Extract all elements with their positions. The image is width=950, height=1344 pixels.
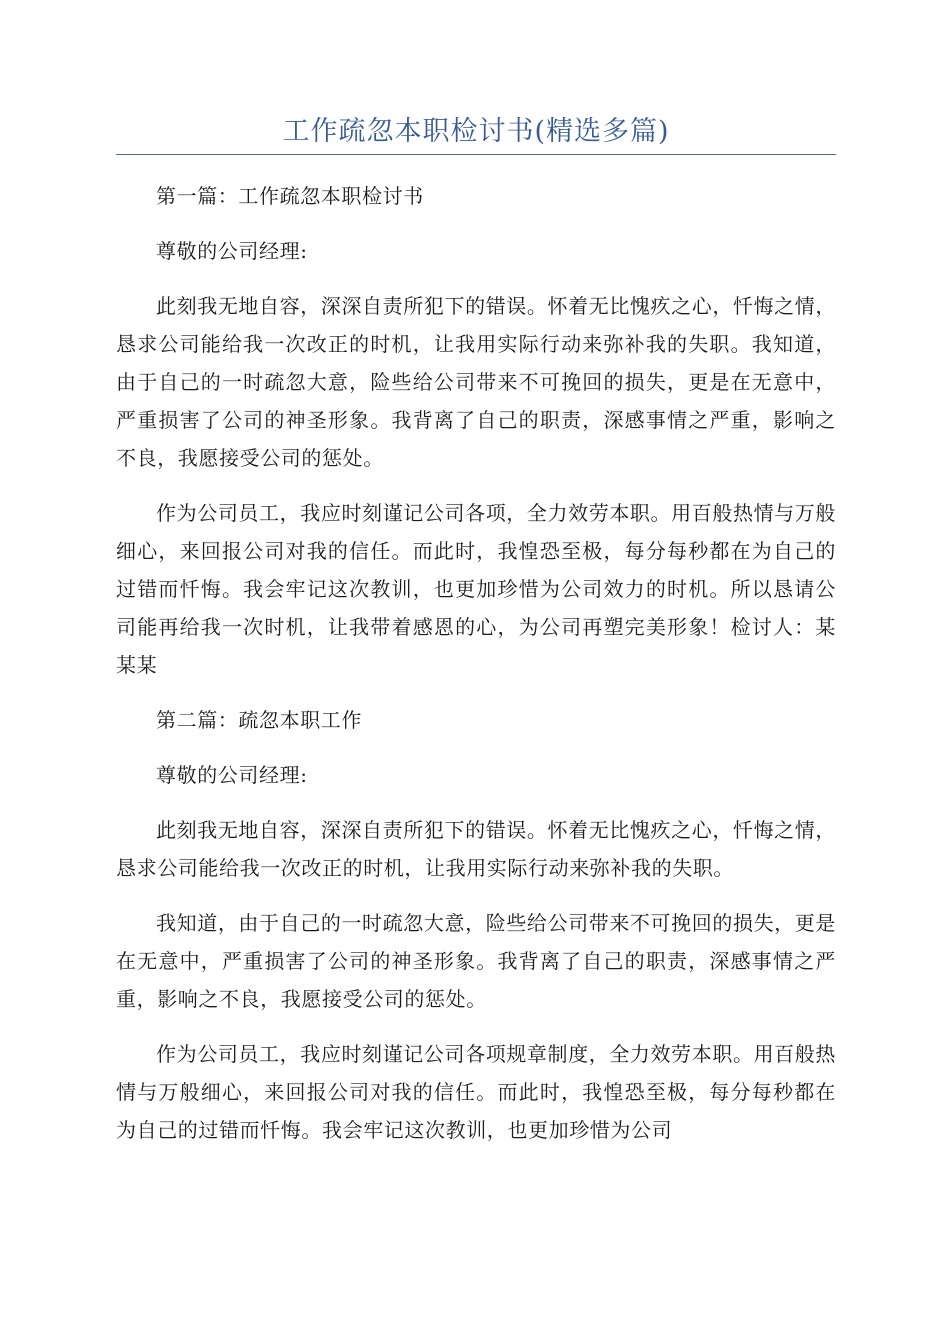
document-body bbox=[116, 177, 836, 1149]
section-heading-2: 第二篇：疏忽本职工作 bbox=[156, 708, 362, 732]
salutation-2: 尊敬的公司经理: bbox=[156, 763, 308, 787]
body-paragraph: 作为公司员工，我应时刻谨记公司各项，全力效劳本职。用百般热情与万般细心，来回报公司对我的信任。而此时，我惶恐至极，每分每秒都在为自己的过错而忏悔。我会牢记这次教训，也更加珍惜为公司效力的时机。所以恳请公司能再给我一次时机，让我带着感恩的心，为公司再塑完美形象！检讨人：某某某 bbox=[116, 501, 836, 677]
section-heading-1: 第一篇：工作疏忽本职检讨书 bbox=[156, 184, 424, 208]
salutation-1: 尊敬的公司经理: bbox=[156, 239, 308, 263]
body-paragraph: 此刻我无地自容，深深自责所犯下的错误。怀着无比愧疚之心，忏悔之情，恳求公司能给我一次改正的时机，让我用实际行动来弥补我的失职。 bbox=[116, 818, 836, 880]
body-paragraph: 作为公司员工，我应时刻谨记公司各项规章制度，全力效劳本职。用百般热情与万般细心，来回报公司对我的信任。而此时，我惶恐至极，每分每秒都在为自己的过错而忏悔。我会牢记这次教训，也更加珍惜为公司 bbox=[116, 1042, 836, 1142]
body-paragraph: 我知道，由于自己的一时疏忽大意，险些给公司带来不可挽回的损失，更是在无意中，严重损害了公司的神圣形象。我背离了自己的职责，深感事情之严重，影响之不良，我愿接受公司的惩处。 bbox=[116, 911, 836, 1011]
body-paragraph: 此刻我无地自容，深深自责所犯下的错误。怀着无比愧疚之心，忏悔之情，恳求公司能给我一次改正的时机，让我用实际行动来弥补我的失职。我知道，由于自己的一时疏忽大意，险些给公司带来不可挽回的损失，更是在无意中，严重损害了公司的神圣形象。我背离了自己的职责，深感事情之严重，影响之不良，我愿接受公司的惩处。 bbox=[116, 294, 836, 470]
document-page bbox=[116, 112, 836, 1166]
document-title: 工作疏忽本职检讨书(精选多篇) bbox=[282, 116, 670, 147]
title-underline bbox=[116, 154, 836, 155]
